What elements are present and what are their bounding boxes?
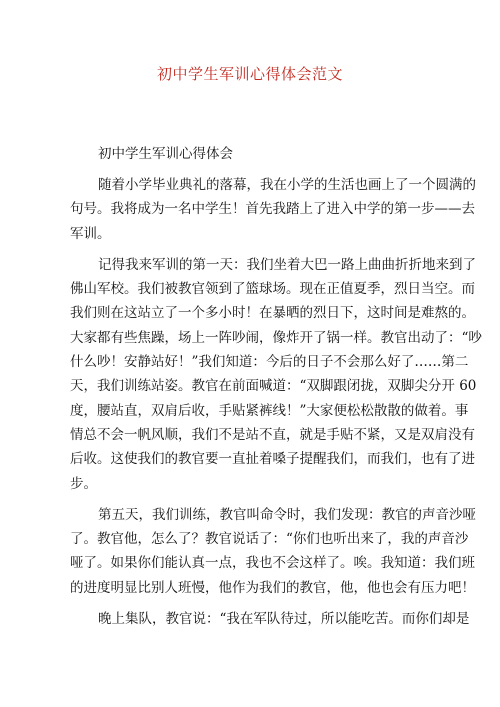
document-subtitle: 初中学生军训心得体会 xyxy=(98,146,233,162)
text-line: 度，腰站直，双肩后收，手贴紧裤线！”大家便松松散散的做着。事 xyxy=(70,402,469,419)
text-line: 步。 xyxy=(70,475,97,492)
text-line: 后收。这使我们的教官要一直扯着嗓子提醒我们，而我们，也有了进 xyxy=(70,451,475,468)
text-line: 句号。我将成为一名中学生！首先我踏上了进入中学的第一步——去 xyxy=(70,201,475,218)
text-line: 我们则在这站立了一个多小时！在暴晒的烈日下，这时间是难熬的。 xyxy=(70,305,475,322)
paragraph-2 xyxy=(70,253,482,496)
document-body xyxy=(70,142,482,638)
text-line: 情总不会一帆风顺，我们不是站不直，就是手贴不紧，又是双肩没有 xyxy=(70,426,475,443)
text-line: 哑了。如果你们能认真一点，我也不会这样了。唉。我知道：我们班 xyxy=(70,555,475,572)
document-title: 初中学生军训心得体会范文 xyxy=(156,65,343,83)
paragraph-3 xyxy=(70,503,476,600)
text-line: 记得我来军训的第一天：我们坐着大巴一路上曲曲折折地来到了 xyxy=(98,256,476,273)
text-line: 晚上集队，教官说：“我在军队待过，所以能吃苦。而你们却是 xyxy=(98,611,470,628)
text-line: 军训。 xyxy=(70,225,111,242)
text-line: 大家都有些焦躁，场上一阵吵闹，像炸开了锅一样。教官出动了：“吵 xyxy=(70,329,482,346)
paragraph-1 xyxy=(70,173,476,246)
text-line: 的进度明显比别人班慢，他作为我们的教官，他，他也会有压力吧！ xyxy=(70,579,475,596)
paragraph-4 xyxy=(70,607,470,631)
text-line: 天，我们训练站姿。教官在前面喊道：“双脚跟闭拢，双脚尖分开 60 xyxy=(70,378,477,395)
text-line: 随着小学毕业典礼的落幕，我在小学的生活也画上了一个圆满的 xyxy=(98,177,476,193)
text-line: 佛山军校。我们被教官领到了篮球场。现在正值夏季，烈日当空。而 xyxy=(70,281,475,298)
text-line: 了。教官他，怎么了？教官说话了：“你们也听出来了，我的声音沙 xyxy=(70,531,469,548)
text-line: 什么吵！安静站好！”我们知道：今后的日子不会那么好了……第二 xyxy=(70,354,469,371)
text-line: 第五天，我们训练，教官叫命令时，我们发现：教官的声音沙哑 xyxy=(98,506,476,523)
